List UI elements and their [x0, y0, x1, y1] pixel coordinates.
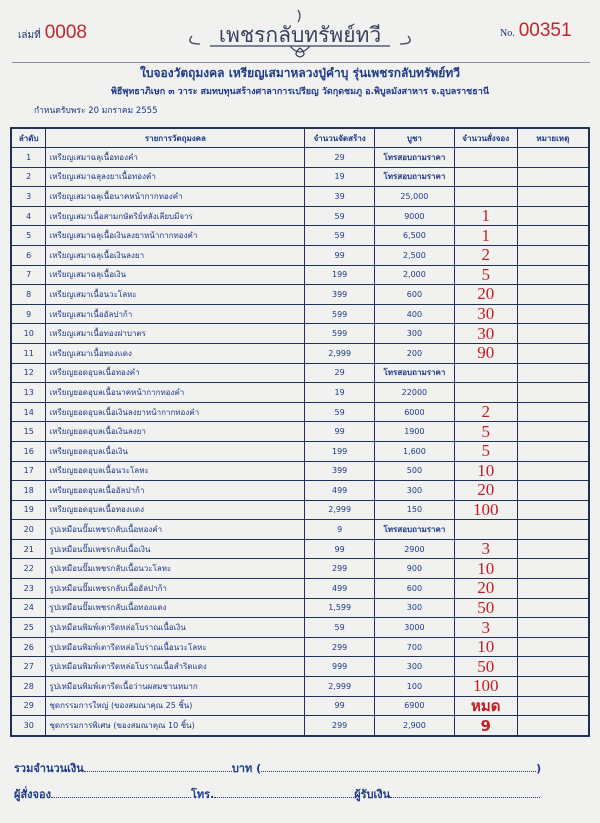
quantity-made: 299	[305, 559, 375, 579]
item-name: เหรียญเสมาเนื้อทองฝาบาตร	[46, 324, 305, 344]
remark-cell[interactable]	[517, 245, 589, 265]
price: โทรสอบถามราคา	[375, 520, 455, 540]
table-row	[11, 363, 589, 383]
row-number: 23	[11, 579, 46, 599]
table-row	[11, 716, 589, 736]
order-quantity[interactable]: 90	[454, 343, 517, 363]
quantity-made: 399	[305, 461, 375, 481]
signature-line	[14, 785, 589, 803]
price: 2900	[375, 539, 455, 559]
table-row	[11, 657, 589, 677]
orderer-label: ผู้สั่งจอง	[14, 788, 51, 801]
row-number: 15	[11, 422, 46, 442]
price: 2,900	[375, 716, 455, 736]
table-row	[11, 677, 589, 697]
table-row	[11, 500, 589, 520]
row-number: 12	[11, 363, 46, 383]
table-row	[11, 559, 589, 579]
order-quantity[interactable]: 5	[454, 422, 517, 442]
price: โทรสอบถามราคา	[375, 363, 455, 383]
order-quantity[interactable]: 20	[454, 481, 517, 501]
row-number: 9	[11, 304, 46, 324]
item-name: เหรียญยอดอุบลเนื้อเงินลงยา	[46, 422, 305, 442]
item-name: รูปเหมือนพิมพ์เตารีดเนื้อว่านผสมชานหมาก	[46, 677, 305, 697]
remark-cell[interactable]	[517, 441, 589, 461]
item-name: เหรียญยอดอุบลเนื้อเงิน	[46, 441, 305, 461]
remark-cell[interactable]	[517, 579, 589, 599]
item-name: เหรียญยอดอุบลเนื้อทองคำ	[46, 363, 305, 383]
remark-cell[interactable]	[517, 324, 589, 344]
order-quantity[interactable]: 5	[454, 441, 517, 461]
col-price: บูชา	[375, 128, 455, 148]
order-quantity[interactable]: หมด	[454, 696, 517, 716]
quantity-made: 2,999	[305, 343, 375, 363]
logo	[180, 8, 420, 58]
row-number: 10	[11, 324, 46, 344]
row-number: 22	[11, 559, 46, 579]
order-quantity[interactable]	[454, 167, 517, 187]
price: 300	[375, 481, 455, 501]
price: 150	[375, 500, 455, 520]
quantity-made: 39	[305, 187, 375, 207]
baht-label: บาท (	[231, 762, 262, 775]
orderer-field[interactable]	[51, 787, 191, 798]
item-name: เหรียญเสมาฉลุลงยาเนื้อทองคำ	[46, 167, 305, 187]
table-row	[11, 441, 589, 461]
item-name: รูปเหมือนปั๊มเพชรกลับเนื้ออัลปาก้า	[46, 579, 305, 599]
table-row	[11, 402, 589, 422]
remark-cell[interactable]	[517, 677, 589, 697]
quantity-made: 199	[305, 265, 375, 285]
table-row	[11, 187, 589, 207]
col-item: รายการวัตถุมงคล	[46, 128, 305, 148]
row-number: 17	[11, 461, 46, 481]
order-quantity[interactable]	[454, 383, 517, 403]
price: 900	[375, 559, 455, 579]
table-row	[11, 206, 589, 226]
book-number	[18, 22, 87, 44]
pickup-date: กำหนดรับพระ 20 มกราคม 2555	[34, 106, 158, 116]
price: 6000	[375, 402, 455, 422]
receiver-field[interactable]	[390, 787, 540, 798]
item-name: เหรียญเสมาฉลุเนื้อเงินลงยาหน้ากากทองคำ	[46, 226, 305, 246]
remark-cell[interactable]	[517, 304, 589, 324]
quantity-made: 29	[305, 148, 375, 168]
remark-cell[interactable]	[517, 265, 589, 285]
row-number: 18	[11, 481, 46, 501]
quantity-made: 1,599	[305, 598, 375, 618]
row-number: 30	[11, 716, 46, 736]
row-number: 16	[11, 441, 46, 461]
table-row	[11, 579, 589, 599]
remark-cell[interactable]	[517, 716, 589, 736]
quantity-made: 59	[305, 402, 375, 422]
row-number: 28	[11, 677, 46, 697]
remark-cell[interactable]	[517, 598, 589, 618]
book-label: เล่มที่	[18, 30, 41, 41]
remark-cell[interactable]	[517, 148, 589, 168]
row-number: 20	[11, 520, 46, 540]
quantity-made: 99	[305, 422, 375, 442]
price: 300	[375, 598, 455, 618]
row-number: 8	[11, 285, 46, 305]
order-quantity[interactable]: 2	[454, 402, 517, 422]
table-row	[11, 598, 589, 618]
form-subtitle: พิธีพุทธาภิเษก ๓ วาระ สมทบทุนสร้างศาลาการเปรียญ วัดกุดชมภู อ.พิบูลมังสาหาร จ.อุบลราชธานี	[111, 87, 489, 97]
price: 2,500	[375, 245, 455, 265]
item-name: เหรียญเสมาเนื้ออัลปาก้า	[46, 304, 305, 324]
table-row	[11, 422, 589, 442]
table-row	[11, 285, 589, 305]
item-name: เหรียญเสมาเนื้อนวะโลหะ	[46, 285, 305, 305]
order-quantity[interactable]	[454, 148, 517, 168]
quantity-made: 299	[305, 637, 375, 657]
item-name: รูปเหมือนพิมพ์เตารีดหล่อโบราณเนื้อสำริดแดง	[46, 657, 305, 677]
order-quantity[interactable]	[454, 187, 517, 207]
quantity-made: 2,999	[305, 500, 375, 520]
remark-cell[interactable]	[517, 618, 589, 638]
row-number: 6	[11, 245, 46, 265]
quantity-made: 29	[305, 363, 375, 383]
remark-cell[interactable]	[517, 500, 589, 520]
remark-cell[interactable]	[517, 539, 589, 559]
table-row	[11, 304, 589, 324]
order-quantity[interactable]	[454, 363, 517, 383]
quantity-made: 599	[305, 304, 375, 324]
table-row	[11, 245, 589, 265]
row-number: 29	[11, 696, 46, 716]
price: 22000	[375, 383, 455, 403]
price: 1900	[375, 422, 455, 442]
quantity-made: 19	[305, 167, 375, 187]
order-quantity[interactable]: 100	[454, 677, 517, 697]
table-header	[11, 128, 589, 148]
remark-cell[interactable]	[517, 167, 589, 187]
price: โทรสอบถามราคา	[375, 167, 455, 187]
table-row	[11, 696, 589, 716]
order-quantity[interactable]: 100	[454, 500, 517, 520]
item-name: รูปเหมือนปั๊มเพชรกลับเนื้อทองแดง	[46, 598, 305, 618]
item-name: เหรียญเสมาฉลุเนื้อเงิน	[46, 265, 305, 285]
remark-cell[interactable]	[517, 559, 589, 579]
price: 100	[375, 677, 455, 697]
quantity-made: 199	[305, 441, 375, 461]
remark-cell[interactable]	[517, 657, 589, 677]
order-quantity[interactable]: 3	[454, 618, 517, 638]
col-qty: จำนวนจัดสร้าง	[305, 128, 375, 148]
close-paren: )	[536, 762, 542, 775]
row-number: 24	[11, 598, 46, 618]
item-name: เหรียญเสมาเนื้อทองแดง	[46, 343, 305, 363]
total-words-field[interactable]	[261, 761, 536, 772]
row-number: 25	[11, 618, 46, 638]
table-row	[11, 481, 589, 501]
quantity-made: 99	[305, 539, 375, 559]
item-name: เหรียญยอดอุบลเนื้อนาคหน้ากากทองคำ	[46, 383, 305, 403]
order-quantity[interactable]: 5	[454, 265, 517, 285]
item-name: รูปเหมือนปั๊มเพชรกลับเนื้อเงิน	[46, 539, 305, 559]
receiver-label: ผู้รับเงิน	[354, 788, 391, 801]
order-quantity[interactable]: 10	[454, 461, 517, 481]
item-name: ชุดกรรมการพิเศษ (ของสมณาคุณ 10 ชิ้น)	[46, 716, 305, 736]
row-number: 7	[11, 265, 46, 285]
row-number: 27	[11, 657, 46, 677]
order-quantity[interactable]: 30	[454, 304, 517, 324]
quantity-made: 99	[305, 696, 375, 716]
table-row	[11, 226, 589, 246]
order-table	[10, 127, 590, 737]
row-number: 19	[11, 500, 46, 520]
remark-cell[interactable]	[517, 187, 589, 207]
quantity-made: 399	[305, 285, 375, 305]
price: 300	[375, 657, 455, 677]
price: โทรสอบถามราคา	[375, 148, 455, 168]
quantity-made: 499	[305, 481, 375, 501]
item-name: รูปเหมือนปั๊มเพชรกลับเนื้อทองคำ	[46, 520, 305, 540]
total-line	[14, 759, 589, 777]
remark-cell[interactable]	[517, 402, 589, 422]
order-quantity[interactable]: 9	[454, 716, 517, 736]
item-name: เหรียญเสมาฉลุเนื้อนาคหน้ากากทองคำ	[46, 187, 305, 207]
remark-cell[interactable]	[517, 363, 589, 383]
row-number: 13	[11, 383, 46, 403]
row-number: 2	[11, 167, 46, 187]
remark-cell[interactable]	[517, 481, 589, 501]
quantity-made: 9	[305, 520, 375, 540]
col-remark: หมายเหตุ	[517, 128, 589, 148]
phone-field[interactable]	[214, 787, 354, 798]
remark-cell[interactable]	[517, 206, 589, 226]
order-quantity[interactable]: 50	[454, 657, 517, 677]
remark-cell[interactable]	[517, 637, 589, 657]
table-row	[11, 539, 589, 559]
serial-number	[500, 20, 572, 42]
item-name: เหรียญยอดอุบลเนื้อเงินลงยาหน้ากากทองคำ	[46, 402, 305, 422]
price: 25,000	[375, 187, 455, 207]
item-name: เหรียญเสมาฉลุเนื้อทองคำ	[46, 148, 305, 168]
row-number: 1	[11, 148, 46, 168]
quantity-made: 599	[305, 324, 375, 344]
phone-label: โทร.	[190, 788, 215, 801]
price: 700	[375, 637, 455, 657]
divider	[12, 62, 590, 63]
row-number: 4	[11, 206, 46, 226]
table-row	[11, 618, 589, 638]
order-quantity[interactable]	[454, 520, 517, 540]
price: 200	[375, 343, 455, 363]
row-number: 3	[11, 187, 46, 207]
order-quantity[interactable]: 30	[454, 324, 517, 344]
item-name: เหรียญยอดอุบลเนื้ออัลปาก้า	[46, 481, 305, 501]
order-quantity[interactable]: 1	[454, 206, 517, 226]
table-row	[11, 265, 589, 285]
table-row	[11, 167, 589, 187]
quantity-made: 99	[305, 245, 375, 265]
form-title: ใบจองวัตถุมงคล เหรียญเสมาหลวงปู่คำบุ รุ่นเพชรกลับทรัพย์ทวี	[140, 66, 460, 80]
col-order: จำนวนสั่งจอง	[454, 128, 517, 148]
order-quantity[interactable]: 20	[454, 579, 517, 599]
order-quantity[interactable]: 50	[454, 598, 517, 618]
remark-cell[interactable]	[517, 461, 589, 481]
price: 600	[375, 579, 455, 599]
order-quantity[interactable]: 10	[454, 637, 517, 657]
item-name: รูปเหมือนพิมพ์เตารีดหล่อโบราณเนื้อเงิน	[46, 618, 305, 638]
item-name: เหรียญเสมาเนื้อสามกษัตริย์หลังเลียบมีจาร	[46, 206, 305, 226]
quantity-made: 59	[305, 226, 375, 246]
price: 400	[375, 304, 455, 324]
quantity-made: 499	[305, 579, 375, 599]
item-name: เหรียญเสมาฉลุเนื้อเงินลงยา	[46, 245, 305, 265]
item-name: ชุดกรรมการใหญ่ (ของสมณาคุณ 25 ชิ้น)	[46, 696, 305, 716]
price: 600	[375, 285, 455, 305]
quantity-made: 2,999	[305, 677, 375, 697]
total-amount-field[interactable]	[84, 761, 232, 772]
table-row	[11, 148, 589, 168]
book-number-value: 0008	[44, 22, 88, 43]
price: 500	[375, 461, 455, 481]
row-number: 14	[11, 402, 46, 422]
price: 6900	[375, 696, 455, 716]
table-row	[11, 343, 589, 363]
order-quantity[interactable]: 3	[454, 539, 517, 559]
price: 3000	[375, 618, 455, 638]
order-quantity[interactable]: 10	[454, 559, 517, 579]
price: 6,500	[375, 226, 455, 246]
row-number: 21	[11, 539, 46, 559]
price: 2,000	[375, 265, 455, 285]
table-row	[11, 461, 589, 481]
item-name: รูปเหมือนพิมพ์เตารีดหล่อโบราณเนื้อนวะโลหะ	[46, 637, 305, 657]
row-number: 5	[11, 226, 46, 246]
order-quantity[interactable]: 2	[454, 245, 517, 265]
item-name: เหรียญยอดอุบลเนื้อนวะโลหะ	[46, 461, 305, 481]
remark-cell[interactable]	[517, 226, 589, 246]
row-number: 11	[11, 343, 46, 363]
remark-cell[interactable]	[517, 383, 589, 403]
quantity-made: 59	[305, 618, 375, 638]
table-row	[11, 520, 589, 540]
price: 9000	[375, 206, 455, 226]
quantity-made: 19	[305, 383, 375, 403]
table-row	[11, 324, 589, 344]
remark-cell[interactable]	[517, 422, 589, 442]
row-number: 26	[11, 637, 46, 657]
col-no: ลำดับ	[11, 128, 46, 148]
table-row	[11, 383, 589, 403]
remark-cell[interactable]	[517, 343, 589, 363]
remark-cell[interactable]	[517, 520, 589, 540]
remark-cell[interactable]	[517, 696, 589, 716]
item-name: เหรียญยอดอุบลเนื้อทองแดง	[46, 500, 305, 520]
serial-value: 00351	[518, 20, 572, 41]
item-name: รูปเหมือนปั๊มเพชรกลับเนื้อนวะโลหะ	[46, 559, 305, 579]
quantity-made: 299	[305, 716, 375, 736]
total-label: รวมจำนวนเงิน	[14, 762, 84, 775]
order-quantity[interactable]: 20	[454, 285, 517, 305]
logo-text: เพชรกลับทรัพย์ทวี	[218, 23, 382, 47]
order-quantity[interactable]: 1	[454, 226, 517, 246]
table-row	[11, 637, 589, 657]
price: 300	[375, 324, 455, 344]
serial-label: No.	[500, 28, 515, 39]
price: 1,600	[375, 441, 455, 461]
remark-cell[interactable]	[517, 285, 589, 305]
quantity-made: 999	[305, 657, 375, 677]
quantity-made: 59	[305, 206, 375, 226]
